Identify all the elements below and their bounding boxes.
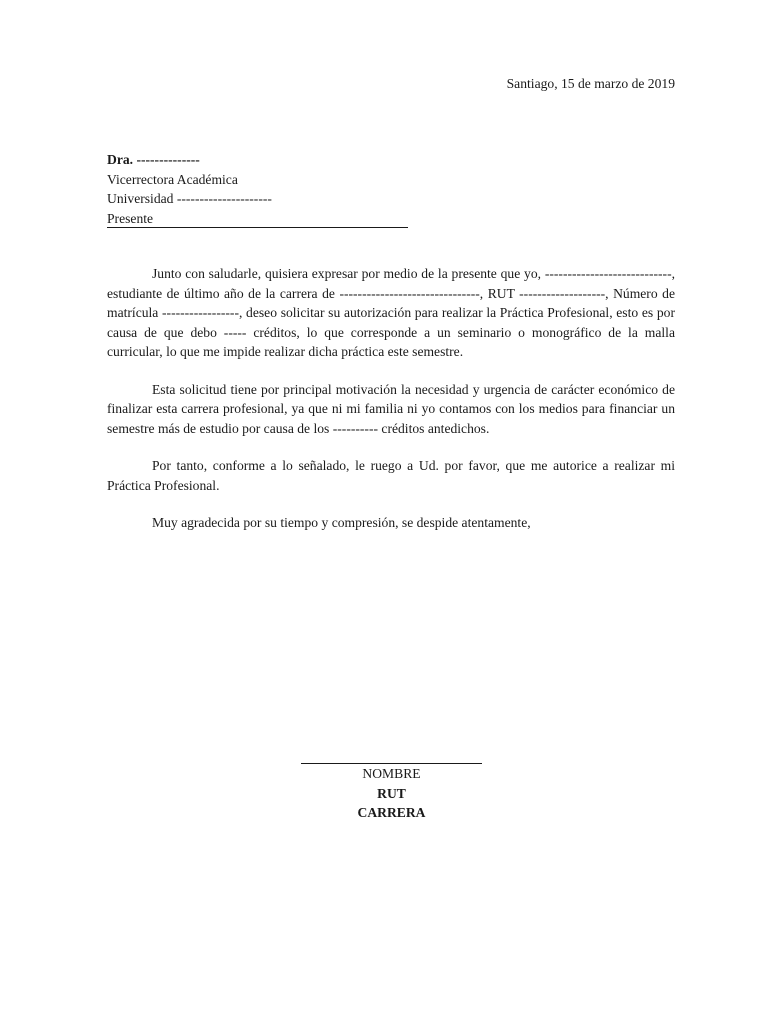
signature-career: CARRERA	[357, 805, 426, 820]
letter-date: Santiago, 15 de marzo de 2019	[506, 76, 675, 91]
paragraph-request: Junto con saludarle, quisiera expresar por medio de la presente que yo, ----------------------------, estudiante de último año de la carrera de -------------------------------, RUT -------------------, Número de matrícula -----------------, deseo solicitar su autorización para realizar la Práctica Profesional, esto es por causa de que debo ----- créditos, lo que corresponde a un seminario o monográfico de la malla curricular, lo que me impide realizar dicha práctica este semestre.	[107, 266, 675, 359]
addressee-block	[107, 150, 408, 228]
paragraph-closing: Muy agradecida por su tiempo y compresión, se despide atentamente,	[152, 515, 531, 530]
signature-rut: RUT	[377, 785, 406, 801]
paragraph-motivation: Esta solicitud tiene por principal motivación la necesidad y urgencia de carácter económico de finalizar esta carrera profesional, ya que ni mi familia ni yo contamos con los medios para financiar un semestre más de estudio por causa de los ---------- créditos antedichos.	[107, 381, 675, 436]
paragraph-petition: Por tanto, conforme a lo señalado, le ruego a Ud. por favor, que me autorice a realizar mi Práctica Profesional.	[107, 458, 675, 493]
signature-name: NOMBRE	[362, 766, 421, 781]
signature-block	[301, 745, 482, 823]
addressee-title: Dra. --------------	[107, 152, 200, 167]
addressee-presente: Presente	[107, 210, 408, 228]
addressee-university: Universidad ---------------------	[107, 191, 272, 206]
letter-body	[107, 264, 675, 551]
addressee-position: Vicerrectora Académica	[107, 171, 238, 187]
